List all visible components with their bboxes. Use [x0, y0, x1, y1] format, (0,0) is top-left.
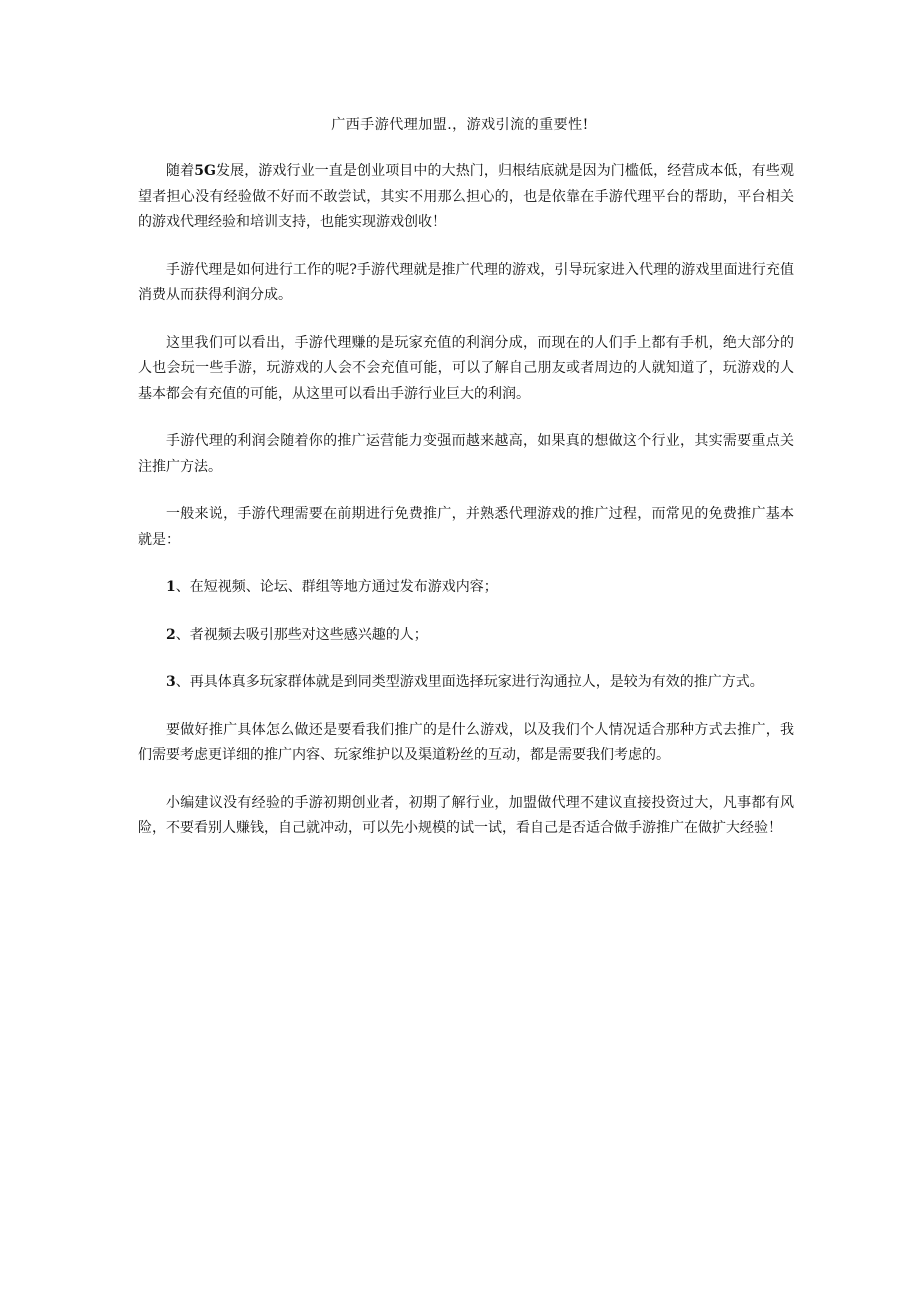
paragraph-intro	[138, 159, 794, 236]
document-body	[138, 159, 794, 864]
paragraph-free-promotion: 一般来说，手游代理需要在前期进行免费推广，并熟悉代理游戏的推广过程，而常见的免费推广基本就是：	[138, 506, 794, 548]
list-item-text: 、在短视频、论坛、群组等地方通过发布游戏内容；	[175, 579, 498, 595]
list-item-number: 1	[166, 579, 176, 595]
list-item	[138, 575, 794, 601]
paragraph-profit: 这里我们可以看出，手游代理赚的是玩家充值的利润分成，而现在的人们手上都有手机，绝大部分的人也会玩一些手游，玩游戏的人会不会充值可能，可以了解自己朋友或者周边的人就知道了，玩游戏的人基本都会有充值的可能，从这里可以看出手游行业巨大的利润。	[138, 334, 794, 402]
list-item-text: 、再具体真多玩家群体就是到同类型游戏里面选择玩家进行沟通拉人，是较为有效的推广方式。	[175, 674, 764, 690]
list-item-number: 2	[166, 626, 176, 643]
paragraph-how-it-works: 手游代理是如何进行工作的呢?手游代理就是推广代理的游戏，引导玩家进入代理的游戏里面进行充值消费从而获得利润分成。	[138, 261, 794, 303]
paragraph-advice: 小编建议没有经验的手游初期创业者，初期了解行业，加盟做代理不建议直接投资过大，凡事都有风险，不要看别人赚钱，自己就冲动，可以先小规模的试一试，看自己是否适合做手游推广在做扩大经验！	[138, 794, 794, 836]
list-item	[138, 623, 794, 649]
paragraph-promotion-ability: 手游代理的利润会随着你的推广运营能力变强而越来越高，如果真的想做这个行业，其实需要重点关注推广方法。	[138, 433, 794, 475]
list-item-number: 3	[166, 674, 176, 690]
paragraph-intro-lead: 随着	[166, 163, 195, 179]
document-title: 广西手游代理加盟.，游戏引流的重要性!	[331, 117, 589, 133]
list-item-text: 、者视频去吸引那些对这些感兴趣的人；	[175, 626, 428, 643]
list-item	[138, 670, 794, 696]
paragraph-intro-5g: 5G	[194, 163, 216, 179]
paragraph-strategy: 要做好推广具体怎么做还是要看我们推广的是什么游戏，以及我们个人情况适合那种方式去推广，我们需要考虑更详细的推广内容、玩家维护以及渠道粉丝的互动，都是需要我们考虑的。	[138, 721, 794, 763]
paragraph-intro-rest: 发展，游戏行业一直是创业项目中的大热门，归根结底就是因为门槛低，经营成本低，有些观望者担心没有经验做不好而不敢尝试，其实不用那么担心的，也是依靠在手游代理平台的帮助，平台相关的游戏代理经验和培训支持，也能实现游戏创收！	[138, 163, 795, 230]
